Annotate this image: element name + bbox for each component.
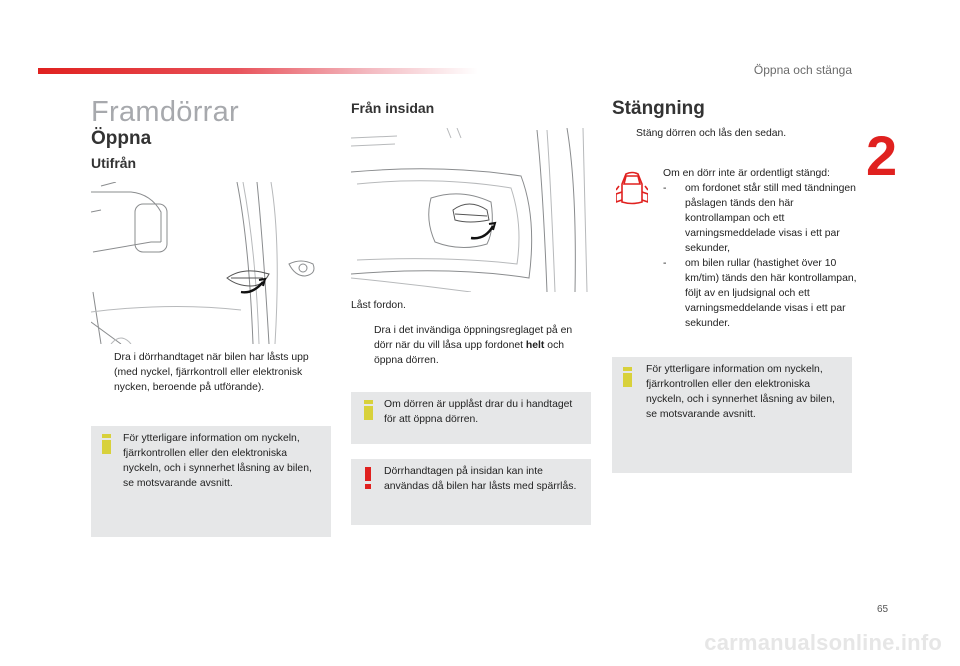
page-title: Framdörrar [91,96,240,128]
locked-caption: Låst fordon. [351,300,406,311]
inside-open-instruction [351,323,591,368]
inside-open-text-end: och öppna dörren. [374,340,565,366]
warning-note-middle-text: Dörrhandtagen på insidan kan inte användas då bilen har låsts med spärrlås. [384,466,577,492]
header-accent-bar [38,68,478,74]
info-note-middle [351,392,591,444]
inside-heading: Från insidan [351,100,435,116]
inside-open-text-bold: helt [525,340,545,351]
door-open-warning-lamp-icon [616,170,648,211]
outside-door-handle-illustration [91,182,331,344]
info-note-middle-text: Om dörren är upplåst drar du i handtaget för att öppna dörren. [384,399,573,425]
outside-heading: Utifrån [91,155,137,171]
outside-open-text: Dra i dörrhandtaget när bilen har låsts upp (med nyckel, fjärrkontroll eller elektronisk nycken, beroende på utförande). [114,352,309,393]
inside-open-text-part: Dra i det invändiga öppningsreglaget på en dörr när du vill låsa upp fordonet [374,325,573,351]
section-title: Öppna och stänga [753,63,852,77]
door-warning-item-1 [663,181,858,256]
page-number: 65 [877,604,889,615]
info-note-left-text: För ytterligare information om nyckeln, fjärrkontrollen eller den elektroniska nyckeln, och i synnerhet låsning av bilen, se motsvarande avsnitt. [123,433,312,489]
info-note-right-text: För ytterligare information om nyckeln, fjärrkontrollen eller den elektroniska nyckeln, och i synnerhet låsning av bilen, se motsvarande avsnitt. [646,364,835,420]
closing-heading: Stängning [612,98,705,119]
chapter-number: 2 [866,124,898,187]
warning-note-middle [351,459,591,525]
info-note-left [91,426,331,537]
outside-open-instruction [91,350,331,395]
watermark: carmanualsonline.info [704,630,942,655]
open-heading: Öppna [91,128,152,149]
door-warning-list [663,166,858,331]
door-warning-item-2 [663,256,858,331]
info-note-right [612,357,852,473]
door-warning-intro: Om en dörr inte är ordentligt stängd: [663,168,830,179]
door-warning-item-2-text: om bilen rullar (hastighet över 10 km/tim) tänds den här kontrollampan, följt av en ljudsignal och ett varningsmeddelande visas i ett par sekunder. [685,258,857,329]
inside-door-handle-illustration [351,128,591,292]
door-warning-item-1-text: om fordonet står still med tändningen påslagen tänds den här kontrollampan och ett varningsmeddelade visas i ett par sekunder, [685,183,856,254]
list-dash: - [663,258,667,269]
inside-open-text [351,323,591,368]
closing-instruction [613,126,853,141]
closing-instruction-text: Stäng dörren och lås den sedan. [636,128,787,139]
list-dash: - [663,183,667,194]
